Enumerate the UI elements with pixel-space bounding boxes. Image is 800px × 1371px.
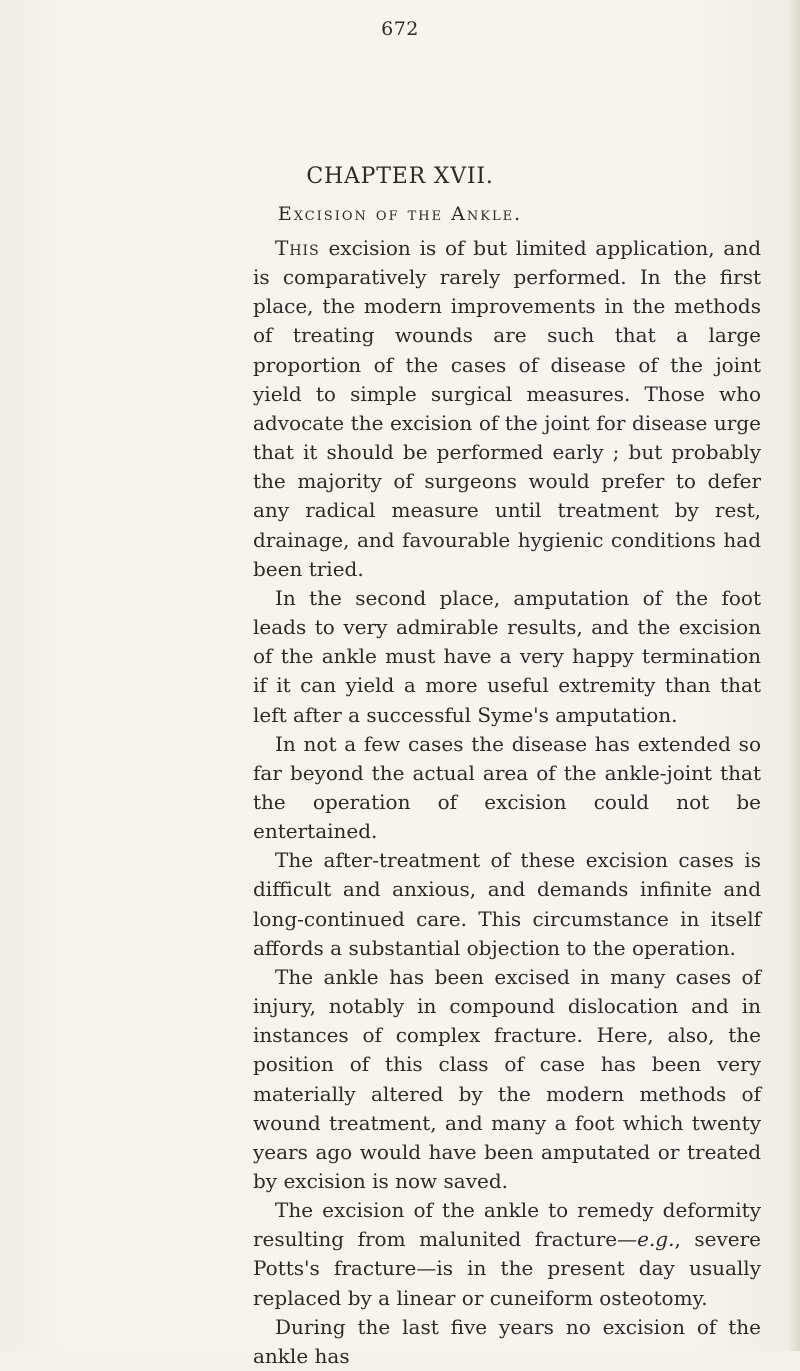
paragraph-6 [253, 1196, 761, 1313]
paragraph-4: The after-treatment of these excision cases is difficult and anxious, and demands infinite and long-continued care. This circumstance in itself affords a substantial objection to the operation. [253, 848, 761, 960]
paragraph-2: In the second place, amputation of the foot leads to very admirable results, and the excision of the ankle must have a very happy termination if it can yield a more useful extremity than that left after a successful Syme's amputation. [253, 585, 761, 727]
chapter-title: CHAPTER XVII. [306, 164, 494, 189]
paragraph-6-text-a: The excision of the ankle to remedy deformity resulting from malunited fracture— [253, 1198, 761, 1252]
paragraph-lead-word: This [275, 236, 320, 260]
paragraph-7: During the last five years no excision of the ankle has [253, 1314, 761, 1368]
page-number: 672 [381, 18, 419, 40]
paragraph-5: The ankle has been excised in many cases of injury, notably in compound dislocation and in instances of complex fracture. Here, also, the position of this class of case has been very materially altered by the modern methods of wound treatment, and many a foot which twenty years ago would have been amputated or treated by excision is now saved. [253, 964, 761, 1193]
paragraph-1 [253, 234, 761, 584]
paragraph-6-italic: e.g. [637, 1227, 675, 1252]
paragraph-6-text-b: , severe Potts's fracture—is in the present day usually replaced by a linear or cuneiform osteotomy. [253, 1227, 761, 1310]
paragraph-3: In not a few cases the disease has extended so far beyond the actual area of the ankle-joint that the operation of excision could not be entertained. [253, 731, 761, 844]
chapter-subtitle: Excision of the Ankle. [277, 203, 523, 225]
body-text [253, 234, 761, 1371]
paragraph-1-text: excision is of but limited application, and is comparatively rarely performed. In the first place, the modern improvements in the methods of treating wounds are such that a large proportion of the cases of disease of the joint yield to simple surgical measures. Those who advocate the excision of the joint for disease urge that it should be performed early ; but probably the majority of surgeons would prefer to defer any radical measure until treatment by rest, drainage, and favourable hygienic conditions had been tried. [253, 236, 761, 581]
